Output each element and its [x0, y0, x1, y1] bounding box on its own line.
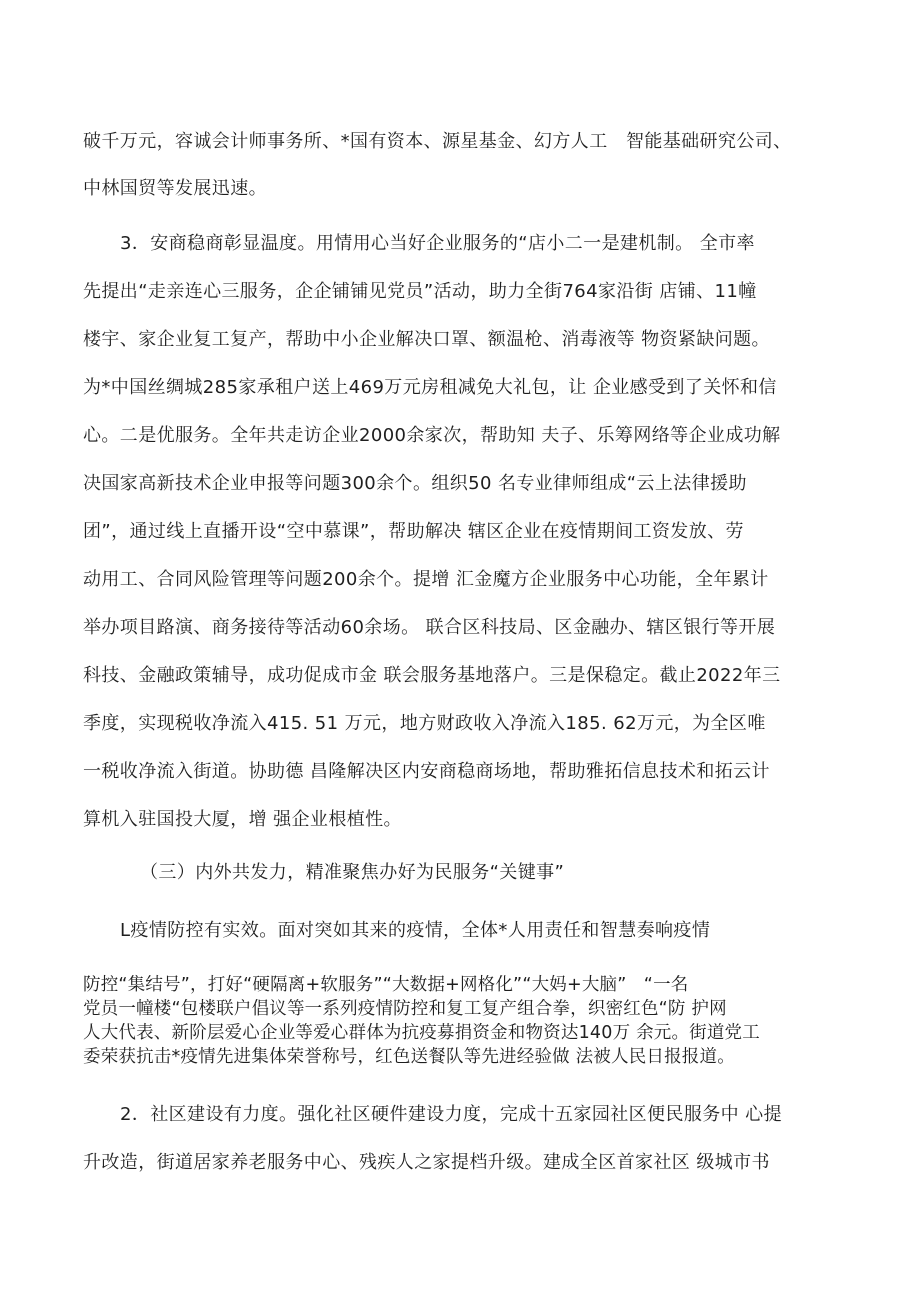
text-line: 决国家高新技术企业申报等问题300余个。组织50 名专业律师组成“云上法律援助 — [83, 473, 747, 494]
text-line: 算机入驻国投大厦，增 强企业根植性。 — [83, 809, 402, 830]
paragraph-heading-line: L疫情防控有实效。面对突如其来的疫情，全体*人用责任和智慧奏响疫情 — [120, 920, 711, 941]
section-heading: （三）内外共发力，精准聚焦办好为民服务“关键事” — [140, 862, 565, 883]
text-line: 中林国贸等发展迅速。 — [83, 178, 267, 199]
text-line: 楼宇、家企业复工复产，帮助中小企业解决口罩、额温枪、消毒液等 物资紧缺问题。 — [83, 329, 770, 350]
paragraph-heading-line: 3．安商稳商彰显温度。用情用心当好企业服务的“店小二一是建机制。 全市率 — [120, 233, 755, 254]
text-line: 先提出“走亲连心三服务，企企铺铺见党员”活动，助力全街764家沿街 店铺、11幢 — [83, 281, 757, 302]
text-line: 委荣获抗击*疫情先进集体荣誉称号，红色送餐队等先进经验做 法被人民日报报道。 — [83, 1047, 735, 1067]
text-line: 季度，实现税收净流入415. 51 万元，地方财政收入净流入185. 62万元，为全区唯 — [83, 713, 766, 734]
text-line: 人大代表、新阶层爱心企业等爱心群体为抗疫募捐资金和物资达140万 余元。街道党工 — [83, 1023, 760, 1043]
text-line: 一税收净流入街道。协助德 昌隆解决区内安商稳商场地，帮助雅拓信息技术和拓云计 — [83, 761, 770, 782]
text-line: 团”，通过线上直播开设“空中慕课”，帮助解决 辖区企业在疫情期间工资发放、劳 — [83, 521, 744, 542]
paragraph-heading-line: 2．社区建设有力度。强化社区硬件建设力度，完成十五家园社区便民服务中 心提 — [120, 1104, 782, 1125]
text-line: 动用工、合同风险管理等问题200余个。提增 汇金魔方企业服务中心功能，全年累计 — [83, 569, 769, 590]
text-line: 党员一幢楼“包楼联户倡议等一系列疫情防控和复工复产组合拳，织密红色“防 护网 — [83, 999, 727, 1019]
text-line: 升改造，街道居家养老服务中心、残疾人之家提档升级。建成全区首家社区 级城市书 — [83, 1152, 770, 1173]
text-line: 防控“集结号”，打好“硬隔离+软服务”“大数据+网格化”“大妈+大脑” “一名 — [83, 975, 689, 995]
text-line: 举办项目路演、商务接待等活动60余场。 联合区科技局、区金融办、辖区银行等开展 — [83, 617, 776, 638]
text-line: 破千万元，容诚会计师事务所、*国有资本、源星基金、幻方人工 智能基础研究公司、 — [83, 131, 792, 152]
text-line: 心。二是优服务。全年共走访企业2000余家次，帮助知 夫子、乐筹网络等企业成功解 — [83, 425, 781, 446]
text-line: 科技、金融政策辅导，成功促成市金 联会服务基地落户。三是保稳定。截止2022年三 — [83, 665, 781, 686]
text-line: 为*中国丝绸城285家承租户送上469万元房租减免大礼包，让 企业感受到了关怀和信 — [83, 377, 777, 398]
